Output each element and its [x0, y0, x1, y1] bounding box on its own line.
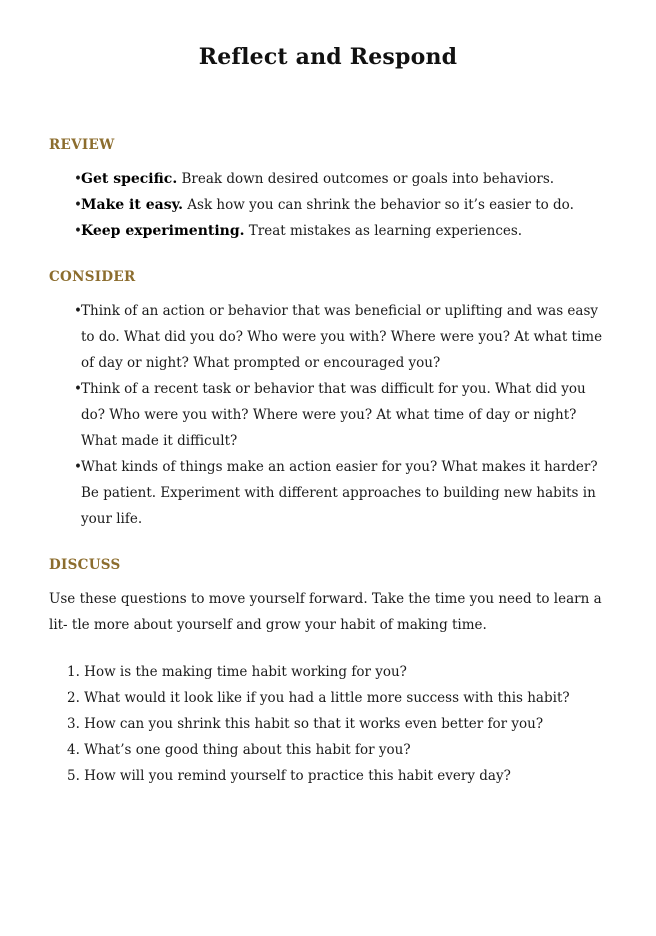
- discuss-heading: DISCUSS: [49, 557, 121, 573]
- bullet-icon: •: [74, 197, 82, 213]
- review-item-make-it-easy: [67, 192, 607, 218]
- review-item-keep-experimenting: [67, 218, 607, 244]
- review-item-lead: Make it easy.: [81, 197, 183, 213]
- discuss-question: 4. What’s one good thing about this habit for you?: [67, 742, 411, 758]
- discuss-intro: Use these questions to move yourself forward. Take the time you need to learn a lit- tle more about yourself and grow your habit of making time.: [49, 591, 602, 633]
- bullet-icon: •: [74, 171, 82, 187]
- consider-heading: CONSIDER: [49, 269, 136, 285]
- discuss-question: 1. How is the making time habit working for you?: [67, 664, 407, 680]
- review-item-text: Ask how you can shrink the behavior so it’s easier to do.: [182, 197, 574, 213]
- review-item-get-specific: [67, 166, 607, 192]
- discuss-question: 2. What would it look like if you had a little more success with this habit?: [67, 690, 570, 706]
- consider-item: [67, 376, 607, 454]
- discuss-questions: [67, 659, 607, 789]
- review-heading: REVIEW: [49, 137, 115, 153]
- review-item-text: Treat mistakes as learning experiences.: [244, 223, 523, 239]
- page-title: Reflect and Respond: [198, 44, 458, 70]
- review-item-text: Break down desired outcomes or goals into behaviors.: [177, 171, 555, 187]
- consider-item: [67, 454, 607, 532]
- review-item-lead: Get specific.: [81, 171, 178, 187]
- consider-list: [67, 298, 607, 532]
- consider-item: [67, 298, 607, 376]
- review-item-lead: Keep experimenting.: [81, 223, 245, 239]
- bullet-icon: •: [74, 459, 82, 475]
- consider-item-text: What kinds of things make an action easier for you? What makes it harder? Be patient. Experiment with different approaches to building new habits in your life.: [81, 459, 598, 527]
- discuss-question: 3. How can you shrink this habit so that it works even better for you?: [67, 716, 544, 732]
- bullet-icon: •: [74, 223, 82, 239]
- discuss-question: 5. How will you remind yourself to practice this habit every day?: [67, 768, 511, 784]
- bullet-icon: •: [74, 381, 82, 397]
- review-list: [67, 166, 607, 244]
- bullet-icon: •: [74, 303, 82, 319]
- consider-item-text: Think of an action or behavior that was beneficial or uplifting and was easy to do. What did you do? Who were you with? Where were you? At what time of day or night? What prompted or encouraged you?: [81, 303, 603, 371]
- consider-item-text: Think of a recent task or behavior that was difficult for you. What did you do? Who were you with? Where were you? At what time of day or night? What made it difficult?: [81, 381, 586, 449]
